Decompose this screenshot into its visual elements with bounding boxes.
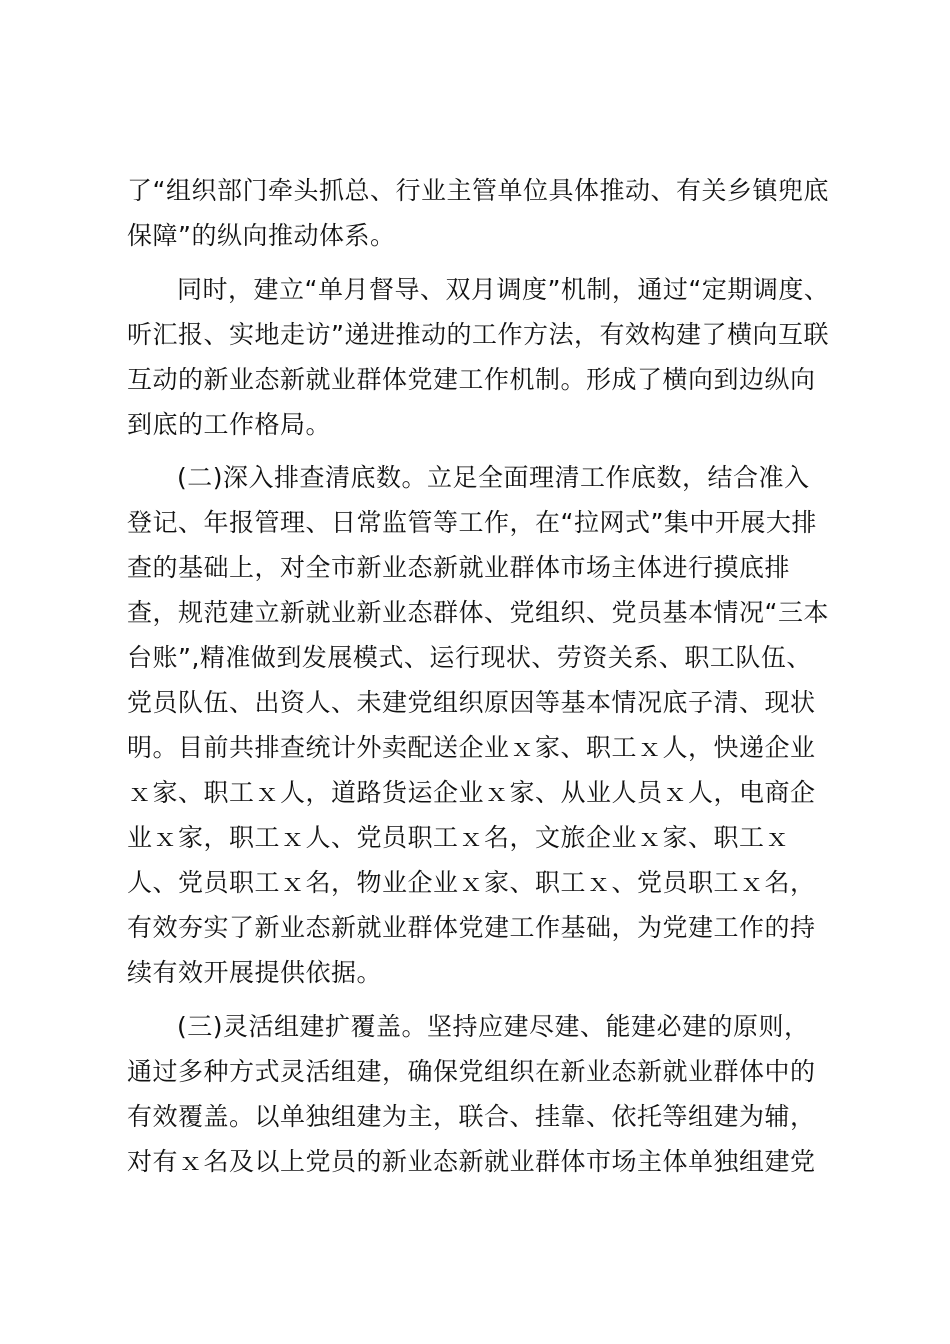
text-line: 业ｘ家，职工ｘ人、党员职工ｘ名，文旅企业ｘ家、职工ｘ (127, 823, 791, 852)
text-line: 有效覆盖。以单独组建为主，联合、挂靠、依托等组建为辅， (127, 1102, 816, 1131)
text-line: 人、党员职工ｘ名，物业企业ｘ家、职工ｘ、党员职工ｘ名， (127, 868, 816, 897)
text-line: 对有ｘ名及以上党员的新业态新就业群体市场主体单独组建党 (127, 1147, 816, 1176)
text-line: 听汇报、实地走访”递进推动的工作方法，有效构建了横向互联 (127, 320, 829, 349)
paragraph-continued (127, 168, 832, 258)
text-line: 明。目前共排查统计外卖配送企业ｘ家、职工ｘ人，快递企业 (127, 733, 816, 762)
text-line: 保障”的纵向推动体系。 (127, 221, 396, 250)
text-line: 同时，建立“单月督导、双月调度”机制，通过“定期调度、 (177, 275, 830, 304)
document-body (127, 168, 832, 1184)
text-line: 查，规范建立新就业新业态群体、党组织、党员基本情况“三本 (127, 598, 829, 627)
text-line: 登记、年报管理、日常监管等工作，在“拉网式”集中开展大排 (127, 508, 817, 537)
paragraph-mechanism (127, 267, 832, 447)
text-line: 有效夯实了新业态新就业群体党建工作基础，为党建工作的持 (127, 913, 816, 942)
text-line: 了“组织部门牵头抓总、行业主管单位具体推动、有关乡镇兜底 (127, 176, 829, 205)
text-line: 党员队伍、出资人、未建党组织原因等基本情况底子清、现状 (127, 688, 816, 717)
text-line: (二)深入排查清底数。立足全面理清工作底数，结合准入 (177, 463, 810, 492)
text-line: 查的基础上，对全市新业态新就业群体市场主体进行摸底排 (127, 553, 791, 582)
text-line: 互动的新业态新就业群体党建工作机制。形成了横向到边纵向 (127, 365, 816, 394)
paragraph-section-3 (127, 1004, 832, 1184)
text-line: (三)灵活组建扩覆盖。坚持应建尽建、能建必建的原则， (177, 1012, 810, 1041)
text-line: 续有效开展提供依据。 (127, 958, 383, 987)
text-line: 台账”,精准做到发展模式、运行现状、劳资关系、职工队伍、 (127, 643, 812, 672)
paragraph-section-2 (127, 455, 832, 995)
text-line: 到底的工作格局。 (127, 410, 332, 439)
text-line: 通过多种方式灵活组建，确保党组织在新业态新就业群体中的 (127, 1057, 816, 1086)
text-line: ｘ家、职工ｘ人，道路货运企业ｘ家、从业人员ｘ人，电商企 (127, 778, 816, 807)
